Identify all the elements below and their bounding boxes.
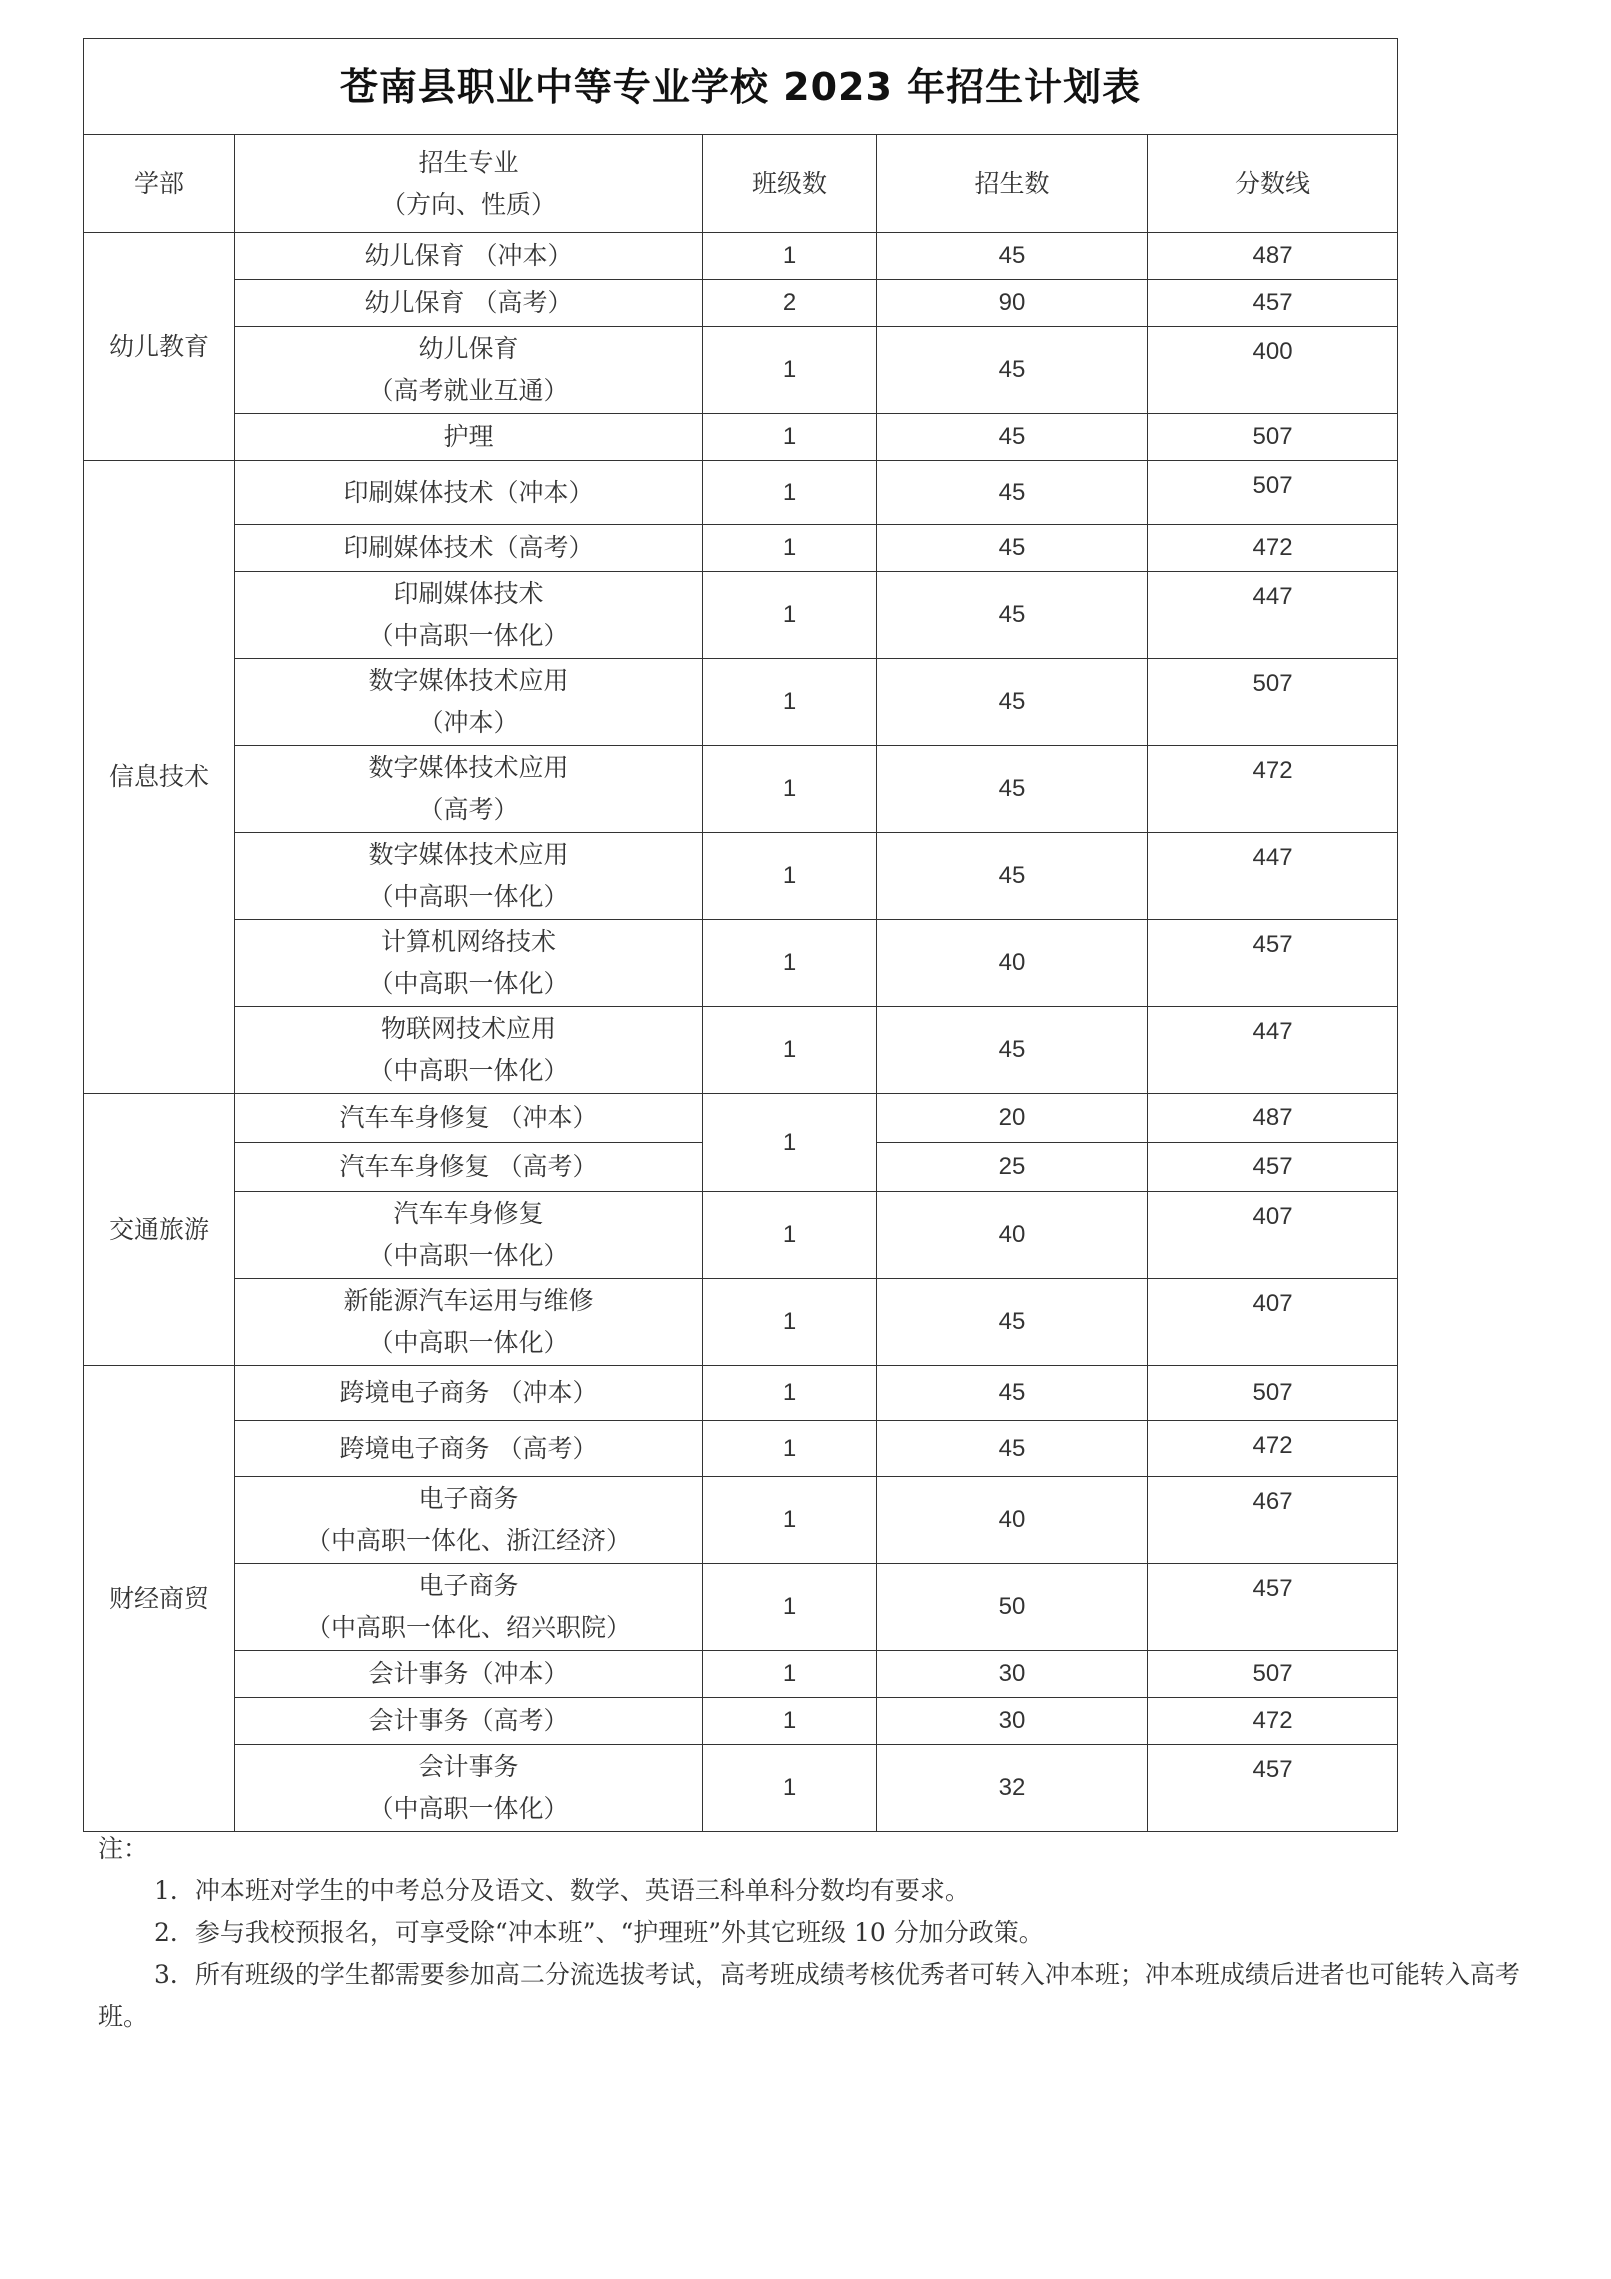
- classes-cell: 1: [703, 1094, 877, 1192]
- classes-cell: 1: [703, 327, 877, 414]
- table-row: [84, 833, 1398, 920]
- major-line: （高考）: [418, 795, 519, 824]
- enrollment-cell: 45: [877, 1366, 1148, 1421]
- header-major-line1: 招生专业: [418, 147, 519, 177]
- cutoff-cell: 487: [1148, 1094, 1398, 1143]
- table-row: [84, 327, 1398, 414]
- enrollment-cell: 50: [877, 1564, 1148, 1651]
- enrollment-cell: 45: [877, 1279, 1148, 1366]
- table-row: [84, 1094, 1398, 1143]
- department-cell: 财经商贸: [84, 1366, 235, 1832]
- enrollment-cell: 45: [877, 1007, 1148, 1094]
- table-row: [84, 461, 1398, 525]
- cutoff-cell: 457: [1148, 1564, 1398, 1651]
- major-cell: [235, 1007, 703, 1094]
- enrollment-cell: 45: [877, 833, 1148, 920]
- cutoff-cell: 507: [1148, 1366, 1398, 1421]
- major-line: 汽车车身修复: [393, 1199, 544, 1228]
- table-row: [84, 1007, 1398, 1094]
- major-cell: [235, 327, 703, 414]
- enrollment-cell: 45: [877, 572, 1148, 659]
- major-line: 汽车车身修复 （高考）: [339, 1152, 598, 1181]
- classes-cell: 1: [703, 1745, 877, 1832]
- enrollment-cell: 20: [877, 1094, 1148, 1143]
- enrollment-cell: 40: [877, 920, 1148, 1007]
- cutoff-cell: 457: [1148, 280, 1398, 327]
- table-row: [84, 659, 1398, 746]
- enrollment-cell: 45: [877, 414, 1148, 461]
- enrollment-cell: 45: [877, 659, 1148, 746]
- major-line: （中高职一体化）: [368, 1794, 569, 1823]
- major-line: 幼儿保育: [418, 334, 519, 363]
- notes-label: 注：: [98, 1834, 149, 1863]
- major-line: （中高职一体化）: [368, 882, 569, 911]
- enrollment-cell: 45: [877, 1421, 1148, 1477]
- table-title: 苍南县职业中等专业学校 2023 年招生计划表: [84, 39, 1398, 135]
- major-line: 护理: [443, 422, 494, 451]
- department-cell: 幼儿教育: [84, 233, 235, 461]
- cutoff-cell: 457: [1148, 1745, 1398, 1832]
- cutoff-cell: 447: [1148, 572, 1398, 659]
- major-line: 跨境电子商务 （高考）: [339, 1433, 598, 1463]
- table-row: [84, 414, 1398, 461]
- enrollment-cell: 90: [877, 280, 1148, 327]
- cutoff-cell: 407: [1148, 1279, 1398, 1366]
- classes-cell: 1: [703, 833, 877, 920]
- classes-cell: 1: [703, 461, 877, 525]
- cutoff-cell: 467: [1148, 1477, 1398, 1564]
- major-line: 跨境电子商务 （冲本）: [339, 1378, 598, 1407]
- major-line: （中高职一体化、绍兴职院）: [305, 1613, 631, 1642]
- classes-cell: 1: [703, 1477, 877, 1564]
- classes-cell: 1: [703, 1366, 877, 1421]
- department-cell: 交通旅游: [84, 1094, 235, 1366]
- major-line: （中高职一体化）: [368, 1328, 569, 1357]
- major-line: （高考就业互通）: [368, 376, 569, 405]
- table-row: [84, 1564, 1398, 1651]
- major-line: 数字媒体技术应用: [368, 666, 569, 695]
- table-row: [84, 1745, 1398, 1832]
- classes-cell: 1: [703, 659, 877, 746]
- major-line: 电子商务: [418, 1571, 519, 1600]
- classes-cell: 1: [703, 1192, 877, 1279]
- enrollment-cell: 45: [877, 746, 1148, 833]
- header-major-line2: （方向、性质）: [380, 189, 556, 219]
- title-row: [84, 39, 1398, 135]
- major-cell: [235, 1421, 703, 1477]
- classes-cell: 1: [703, 1007, 877, 1094]
- major-cell: [235, 1698, 703, 1745]
- classes-cell: 1: [703, 572, 877, 659]
- major-cell: [235, 1094, 703, 1143]
- classes-cell: 1: [703, 1564, 877, 1651]
- major-line: （中高职一体化）: [368, 1056, 569, 1085]
- major-cell: [235, 572, 703, 659]
- table-row: [84, 572, 1398, 659]
- header-major: [235, 135, 703, 233]
- cutoff-cell: 447: [1148, 833, 1398, 920]
- major-cell: [235, 920, 703, 1007]
- major-cell: [235, 1651, 703, 1698]
- major-line: （中高职一体化）: [368, 969, 569, 998]
- note-item: 2．参与我校预报名，可享受除“冲本班”、“护理班”外其它班级 10 分加分政策。: [154, 1918, 1044, 1947]
- cutoff-cell: 407: [1148, 1192, 1398, 1279]
- major-line: 新能源汽车运用与维修: [343, 1286, 594, 1315]
- enrollment-cell: 40: [877, 1477, 1148, 1564]
- enrollment-cell: 32: [877, 1745, 1148, 1832]
- enrollment-plan-table: [83, 38, 1398, 1832]
- enrollment-cell: 30: [877, 1651, 1148, 1698]
- major-cell: [235, 525, 703, 572]
- classes-cell: 1: [703, 414, 877, 461]
- major-line: 会计事务（高考）: [368, 1706, 569, 1735]
- major-cell: [235, 833, 703, 920]
- cutoff-cell: 507: [1148, 461, 1398, 525]
- enrollment-cell: 45: [877, 461, 1148, 525]
- major-line: （中高职一体化）: [368, 621, 569, 650]
- enrollment-cell: 30: [877, 1698, 1148, 1745]
- major-cell: [235, 746, 703, 833]
- header-department: 学部: [84, 135, 235, 233]
- header-classes: 班级数: [703, 135, 877, 233]
- major-cell: [235, 1192, 703, 1279]
- major-cell: [235, 280, 703, 327]
- major-line: 电子商务: [418, 1484, 519, 1513]
- note-item: 1．冲本班对学生的中考总分及语文、数学、英语三科单科分数均有要求。: [154, 1876, 970, 1905]
- major-line: 幼儿保育 （高考）: [364, 288, 573, 317]
- classes-cell: 1: [703, 525, 877, 572]
- classes-cell: 1: [703, 746, 877, 833]
- major-line: （中高职一体化）: [368, 1241, 569, 1270]
- classes-cell: 1: [703, 233, 877, 280]
- cutoff-cell: 457: [1148, 1143, 1398, 1192]
- major-line: （中高职一体化、浙江经济）: [305, 1526, 631, 1555]
- classes-cell: 2: [703, 280, 877, 327]
- table-row: [84, 1477, 1398, 1564]
- classes-cell: 1: [703, 1651, 877, 1698]
- classes-cell: 1: [703, 1698, 877, 1745]
- header-enrollment: 招生数: [877, 135, 1148, 233]
- enrollment-cell: 45: [877, 327, 1148, 414]
- cutoff-cell: 472: [1148, 525, 1398, 572]
- table-row: [84, 1366, 1398, 1421]
- cutoff-cell: 507: [1148, 414, 1398, 461]
- cutoff-cell: 472: [1148, 1698, 1398, 1745]
- major-cell: [235, 659, 703, 746]
- table-row: [84, 1698, 1398, 1745]
- cutoff-cell: 507: [1148, 659, 1398, 746]
- enrollment-cell: 45: [877, 525, 1148, 572]
- enrollment-cell: 25: [877, 1143, 1148, 1192]
- major-cell: [235, 1564, 703, 1651]
- major-cell: [235, 1366, 703, 1421]
- cutoff-cell: 487: [1148, 233, 1398, 280]
- enrollment-cell: 45: [877, 233, 1148, 280]
- major-cell: [235, 461, 703, 525]
- major-cell: [235, 1143, 703, 1192]
- department-cell: 信息技术: [84, 461, 235, 1094]
- cutoff-cell: 457: [1148, 920, 1398, 1007]
- table-row: [84, 920, 1398, 1007]
- major-line: 数字媒体技术应用: [368, 840, 569, 869]
- major-line: 幼儿保育 （冲本）: [364, 241, 573, 270]
- classes-cell: 1: [703, 920, 877, 1007]
- cutoff-cell: 400: [1148, 327, 1398, 414]
- major-line: 计算机网络技术: [380, 927, 556, 956]
- major-line: 印刷媒体技术（冲本）: [343, 477, 594, 507]
- major-cell: [235, 1745, 703, 1832]
- table-row: [84, 280, 1398, 327]
- table-row: [84, 1651, 1398, 1698]
- major-line: 印刷媒体技术（高考）: [343, 533, 594, 562]
- major-cell: [235, 1279, 703, 1366]
- table-row: [84, 1192, 1398, 1279]
- major-line: 数字媒体技术应用: [368, 753, 569, 782]
- table-body: [84, 39, 1398, 1832]
- table-row: [84, 525, 1398, 572]
- classes-cell: 1: [703, 1421, 877, 1477]
- cutoff-cell: 507: [1148, 1651, 1398, 1698]
- major-cell: [235, 233, 703, 280]
- major-line: 印刷媒体技术: [393, 579, 544, 608]
- notes-section: [98, 1828, 1528, 2038]
- cutoff-cell: 447: [1148, 1007, 1398, 1094]
- cutoff-cell: 472: [1148, 1421, 1398, 1477]
- table-row: [84, 1421, 1398, 1477]
- major-line: 汽车车身修复 （冲本）: [339, 1103, 598, 1132]
- table-row: [84, 746, 1398, 833]
- major-line: （冲本）: [418, 708, 519, 737]
- major-line: 会计事务（冲本）: [368, 1659, 569, 1688]
- major-line: 会计事务: [418, 1752, 519, 1781]
- header-cutoff: 分数线: [1148, 135, 1398, 233]
- major-cell: [235, 1477, 703, 1564]
- cutoff-cell: 472: [1148, 746, 1398, 833]
- major-cell: [235, 414, 703, 461]
- major-line: 物联网技术应用: [380, 1014, 556, 1043]
- classes-cell: 1: [703, 1279, 877, 1366]
- table-row: [84, 1279, 1398, 1366]
- enrollment-cell: 40: [877, 1192, 1148, 1279]
- table-row: [84, 233, 1398, 280]
- note-item: 3．所有班级的学生都需要参加高二分流选拔考试，高考班成绩考核优秀者可转入冲本班；冲本班成绩后进者也可能转入高考班。: [98, 1960, 1520, 2031]
- header-row: [84, 135, 1398, 233]
